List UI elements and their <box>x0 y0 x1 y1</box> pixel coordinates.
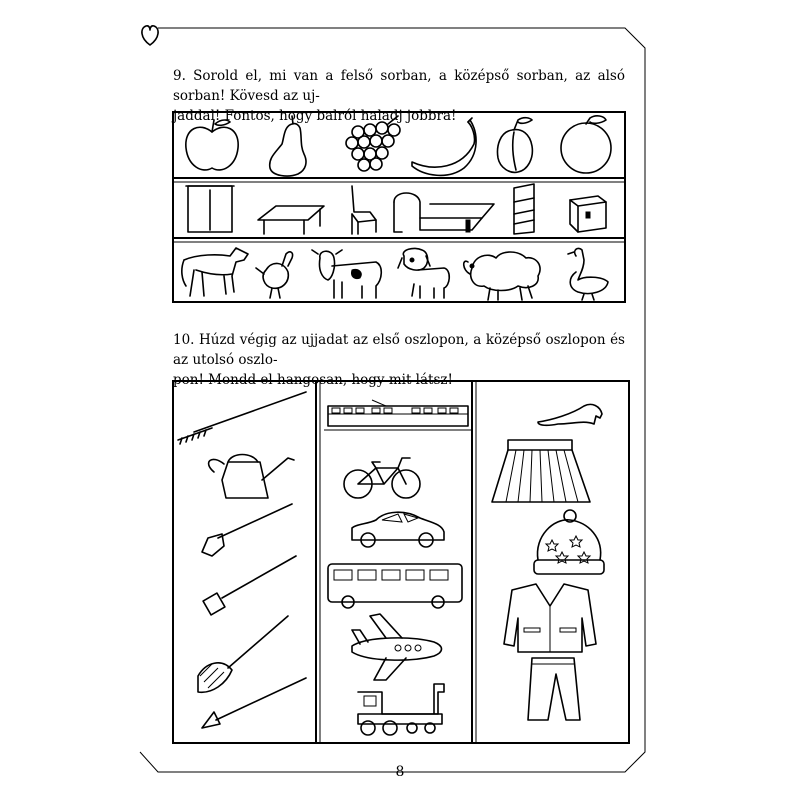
banana-picture <box>412 118 476 175</box>
task10-line2: pon! Mondd el hangosan, hogy mit látsz! <box>173 372 453 388</box>
wardrobe-picture <box>186 186 234 232</box>
bus-picture <box>328 564 462 608</box>
task10-column-vehicles <box>324 400 472 735</box>
heart-icon <box>142 26 158 45</box>
task9-row-furniture <box>186 184 606 234</box>
shovel-picture <box>202 504 292 556</box>
watering-can-picture <box>209 455 294 499</box>
chest-picture <box>570 196 606 232</box>
task10-column-garden-tools <box>178 392 306 728</box>
grapes-picture <box>346 116 400 171</box>
rake-picture <box>178 392 306 444</box>
task9-line2: jaddal! Fontos, hogy balról haladj jobbra! <box>173 108 457 124</box>
high-heel-shoe-picture <box>538 404 602 425</box>
horse-picture <box>182 248 248 296</box>
hoe-picture <box>202 678 306 728</box>
page-number: 8 <box>395 764 405 780</box>
orange-picture <box>561 116 611 173</box>
chair-picture <box>352 186 376 234</box>
broom-picture <box>198 616 288 692</box>
train-picture <box>358 684 444 735</box>
car-picture <box>352 512 444 547</box>
pear-picture <box>270 116 306 176</box>
hen-picture <box>256 252 293 298</box>
goose-picture <box>568 248 608 300</box>
shelf-picture <box>514 184 534 234</box>
jacket-picture <box>504 584 596 652</box>
bed-picture <box>394 193 494 232</box>
apple-picture <box>186 120 238 170</box>
bicycle-picture <box>344 458 420 498</box>
task9-picture-table <box>172 110 627 305</box>
skirt-picture <box>492 440 590 502</box>
task10-line1: 10. Húzd végig az ujjadat az első oszlopon, a középső oszlopon és az utolsó oszlo- <box>173 332 625 368</box>
sheep-picture <box>464 252 540 300</box>
table-picture <box>258 206 324 234</box>
task9-line1: 9. Sorold el, mi van a felső sorban, a középső sorban, az alsó sorban! Kövesd az uj- <box>173 68 625 104</box>
plum-picture <box>498 118 533 173</box>
dustpan-spade-picture <box>203 556 296 615</box>
tram-picture <box>324 400 472 430</box>
airplane-picture <box>352 614 442 680</box>
dog-picture <box>398 248 449 298</box>
task9-row-animals <box>182 248 608 300</box>
task10-column-clothes <box>492 404 604 720</box>
task10-picture-table <box>172 380 630 745</box>
task9-row-fruits <box>186 116 611 176</box>
cow-picture <box>312 250 381 298</box>
knit-hat-picture <box>534 510 604 574</box>
trousers-picture <box>528 658 580 720</box>
